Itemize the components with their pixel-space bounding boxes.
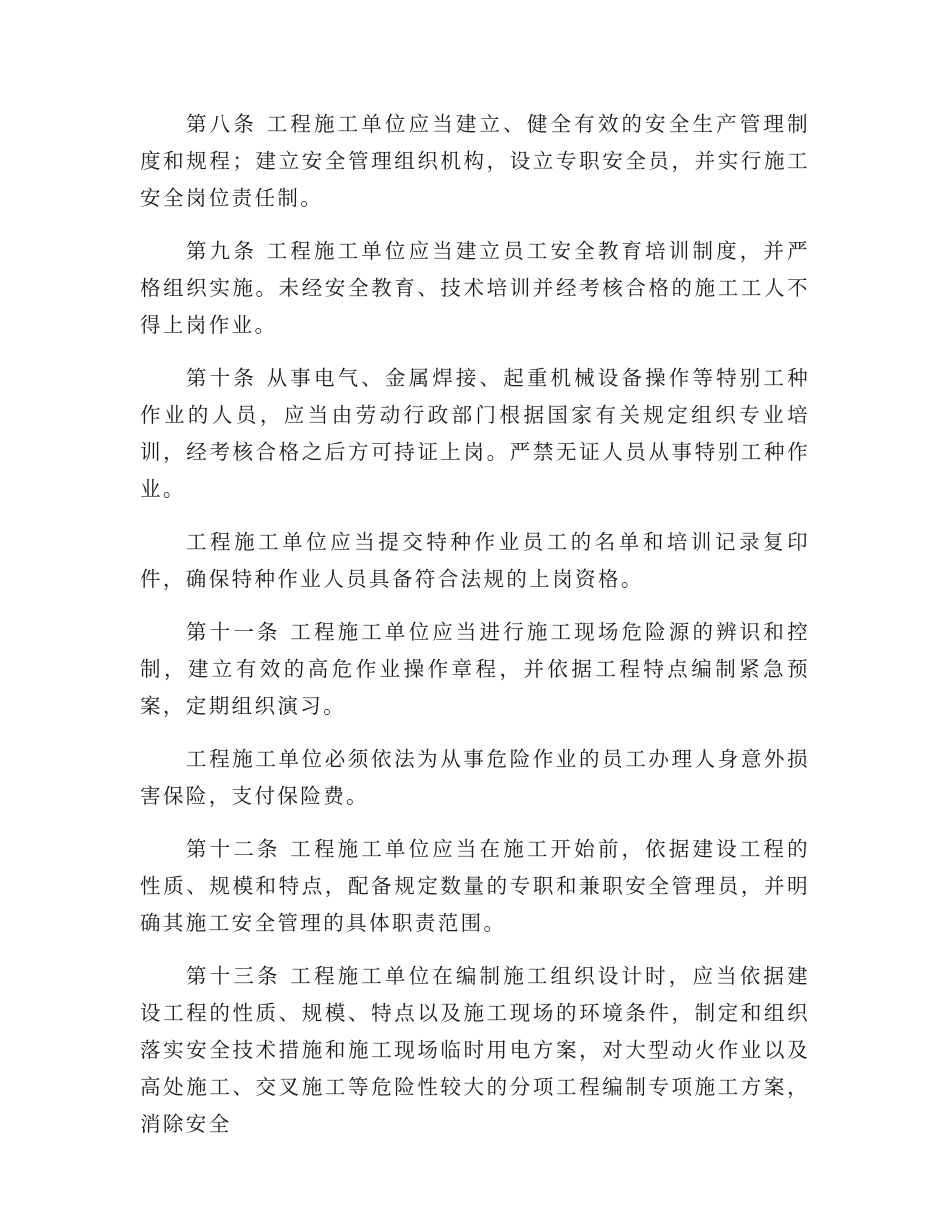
paragraph-insurance: 工程施工单位必须依法为从事危险作业的员工办理人身意外损害保险，支付保险费。 <box>140 747 810 808</box>
paragraph-special-workers: 工程施工单位应当提交特种作业员工的名单和培训记录复印件，确保特种作业人员具备符合法规的上岗资格。 <box>140 530 810 591</box>
paragraph-article-12: 第十二条 工程施工单位应当在施工开始前，依据建设工程的性质、规模和特点，配备规定数量的专职和兼职安全管理员，并明确其施工安全管理的具体职责范围。 <box>140 837 810 935</box>
paragraph-article-13: 第十三条 工程施工单位在编制施工组织设计时，应当依据建设工程的性质、规模、特点以及施工现场的环境条件，制定和组织落实安全技术措施和施工现场临时用电方案，对大型动火作业以及高处施工、交叉施工等危险性较大的分项工程编制专项施工方案，消除安全 <box>140 964 810 1136</box>
paragraph-article-9: 第九条 工程施工单位应当建立员工安全教育培训制度，并严格组织实施。未经安全教育、技术培训并经考核合格的施工工人不得上岗作业。 <box>140 239 810 337</box>
paragraph-article-10: 第十条 从事电气、金属焊接、起重机械设备操作等特别工种作业的人员，应当由劳动行政部门根据国家有关规定组织专业培训，经考核合格之后方可持证上岗。严禁无证人员从事特别工种作业。 <box>140 366 810 501</box>
paragraph-article-8: 第八条 工程施工单位应当建立、健全有效的安全生产管理制度和规程；建立安全管理组织机构，设立专职安全员，并实行施工安全岗位责任制。 <box>140 112 810 210</box>
document-body <box>140 106 810 1159</box>
paragraph-article-11: 第十一条 工程施工单位应当进行施工现场危险源的辨识和控制，建立有效的高危作业操作章程，并依据工程特点编制紧急预案，定期组织演习。 <box>140 620 810 718</box>
